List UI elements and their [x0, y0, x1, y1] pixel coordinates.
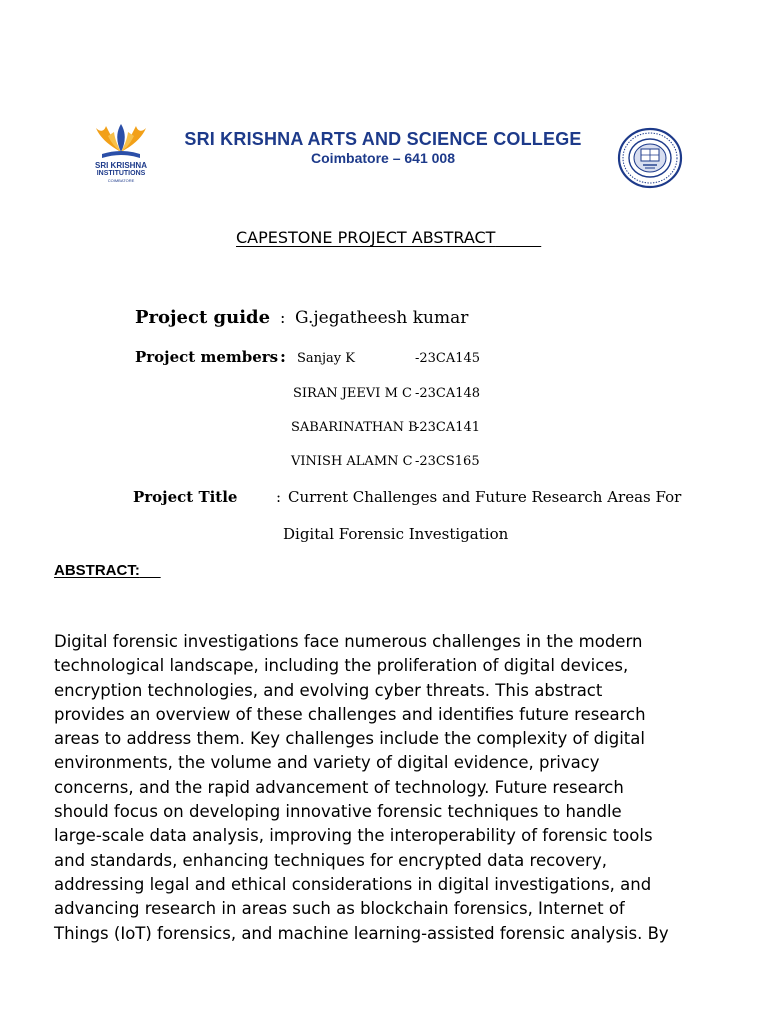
logo-text-line-1: SRI KRISHNA — [94, 161, 147, 170]
project-guide-label: Project guide — [135, 307, 271, 328]
abstract-line: encryption technologies, and evolving cyber threats. This abstract — [54, 680, 603, 700]
member-id: -23CA148 — [415, 386, 481, 401]
project-title-line-2: Digital Forensic Investigation — [283, 525, 509, 543]
abstract-line: concerns, and the rapid advancement of technology. Future research — [54, 777, 624, 797]
project-members-separator: : — [280, 347, 286, 366]
member-name: Sanjay K — [297, 351, 355, 366]
member-name: SIRAN JEEVI M C — [293, 386, 412, 401]
college-seal-icon — [616, 127, 684, 189]
abstract-line: advancing research in areas such as blockchain forensics, Internet of — [54, 899, 625, 919]
college-location: Coimbatore – 641 008 — [311, 150, 455, 166]
logo-text-line-3: COIMBATORE — [107, 178, 135, 183]
abstract-line: provides an overview of these challenges and identifies future research — [54, 704, 646, 724]
project-guide-separator: : — [280, 308, 286, 327]
abstract-line: Digital forensic investigations face numerous challenges in the modern — [54, 632, 643, 651]
college-name: SRI KRISHNA ARTS AND SCIENCE COLLEGE — [184, 129, 582, 149]
project-members-label: Project members — [135, 348, 279, 366]
logo-text-line-2: INSTITUTIONS — [96, 170, 146, 177]
document-title: CAPESTONE PROJECT ABSTRACT — [236, 228, 496, 247]
member-name: VINISH ALAMN C — [291, 454, 413, 469]
abstract-line: should focus on developing innovative forensic techniques to handle — [54, 802, 622, 822]
abstract-heading: ABSTRACT: — [54, 562, 140, 579]
member-id: -23CA141 — [415, 420, 481, 435]
abstract-line: large-scale data analysis, improving the interoperability of forensic tools — [54, 826, 653, 846]
abstract-body — [54, 630, 724, 946]
project-guide-name: G.jegatheesh kumar — [295, 308, 469, 328]
project-title-label: Project Title — [133, 488, 238, 506]
abstract-line: Things (IoT) forensics, and machine learning-assisted forensic analysis. By — [54, 923, 669, 943]
project-title-separator: : — [276, 488, 282, 506]
member-name: SABARINATHAN B — [291, 420, 418, 435]
flame-book-logo-icon — [88, 122, 154, 162]
abstract-line: environments, the volume and variety of digital evidence, privacy — [54, 753, 600, 773]
college-seal — [616, 127, 684, 189]
member-id: -23CA145 — [415, 351, 481, 366]
abstract-line: addressing legal and ethical considerations in digital investigations, and — [54, 874, 652, 894]
member-id: -23CS165 — [415, 454, 480, 469]
project-title-line-1: Current Challenges and Future Research Areas For — [288, 488, 682, 506]
abstract-line: technological landscape, including the proliferation of digital devices, — [54, 656, 629, 676]
institution-logo — [88, 122, 154, 184]
abstract-line: areas to address them. Key challenges include the complexity of digital — [54, 729, 645, 749]
abstract-line: and standards, enhancing techniques for encrypted data recovery, — [54, 850, 607, 870]
